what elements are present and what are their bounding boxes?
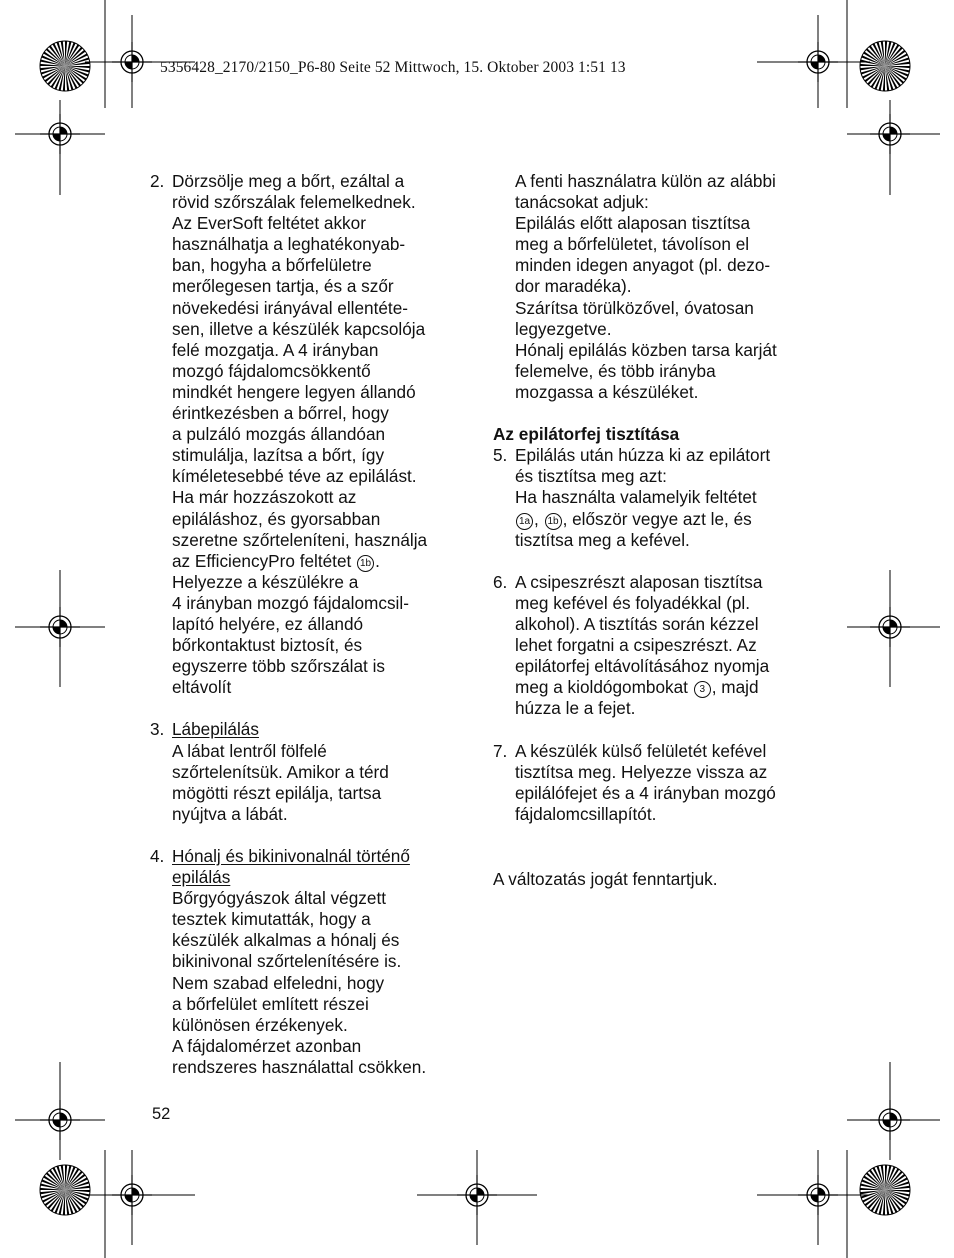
item-number: 7. [493, 740, 508, 761]
text-line: rövid szőrszálak felemelkednek. [172, 192, 416, 213]
text-line: Ha használta valamelyik feltétet [515, 487, 757, 508]
print-slug-line: 5356428_2170/2150_P6-80 Seite 52 Mittwoch, 15. Oktober 2003 1:51 13 [160, 59, 626, 76]
registration-star-mark [40, 1165, 90, 1215]
text-line: legyezgetve. [515, 318, 612, 339]
text-line: epilálófejet és a 4 irányban mozgó [515, 782, 776, 803]
text-line: használhatja a leghatékonyab- [172, 234, 406, 255]
text-line: lapító helyére, ez állandó [172, 613, 364, 634]
text-line: rendszeres használattal csökken. [172, 1056, 427, 1077]
text-line: mindkét hengere legyen állandó [172, 381, 416, 402]
text-line: kíméletesebbé téve az epilálást. [172, 466, 417, 487]
left-column [150, 171, 468, 1078]
text-line: szőrtelenítsük. Amikor a térd [172, 761, 389, 782]
text-line: meg a bőrfelületet, távolíson el [515, 234, 750, 255]
figure-reference-badge: 1b [545, 513, 562, 530]
text-line: minden idegen anyagot (pl. dezo- [515, 255, 771, 276]
text-line-with-ref [515, 677, 813, 698]
instruction-item-4 [150, 846, 468, 1078]
text-line: nyújtva a lábát. [172, 803, 288, 824]
text-segment: meg a kioldógombokat [515, 677, 693, 698]
text-line: tesztek kimutatták, hogy a [172, 909, 371, 930]
text-line-with-ref [515, 509, 813, 530]
text-line: a pulzáló mozgás állandóan [172, 424, 386, 445]
page-number: 52 [152, 1105, 171, 1123]
figure-reference-badge: 3 [694, 681, 711, 698]
item-number: 5. [493, 445, 508, 466]
text-line: ban, hogyha a bőrfelületre [172, 255, 372, 276]
text-line: Szárítsa törülközővel, óvatosan [515, 297, 754, 318]
text-line: tanácsokat adjuk: [515, 192, 649, 213]
item-2-text [172, 171, 468, 698]
text-line: egyszerre több szőrszálat is [172, 656, 386, 677]
rights-reserved-note: A változatás jogát fenntartjuk. [493, 869, 718, 889]
text-line: fájdalomcsillapítót. [515, 803, 657, 824]
text-line: tisztítsa meg. Helyezze vissza az [515, 761, 768, 782]
text-line: Dörzsölje meg a bőrt, ezáltal a [172, 171, 405, 191]
text-line: eltávolít [172, 677, 232, 698]
text-line: és tisztítsa meg azt: [515, 466, 667, 487]
text-line: Nem szabad elfeledni, hogy [172, 972, 385, 993]
instruction-item-6 [493, 572, 813, 720]
text-line: stimulálja, lazítsa a bőrt, így [172, 445, 385, 466]
text-line: tisztítsa meg a kefével. [515, 529, 690, 550]
text-line: meg kefével és folyadékkal (pl. [515, 592, 751, 613]
text-line: 4 irányban mozgó fájdalomcsil- [172, 592, 409, 613]
registration-star-mark [40, 41, 90, 91]
text-segment: , először vegye azt le, és [562, 508, 752, 529]
text-segment: , majd [711, 677, 759, 698]
text-line: A fájdalomérzet azonban [172, 1035, 362, 1056]
text-line: A lábat lentről fölfelé [172, 740, 327, 761]
text-line: Hónalj epilálás közben tarsa karját [515, 339, 777, 360]
item-number: 3. [150, 719, 165, 740]
text-line: Bőrgyógyászok által végzett [172, 888, 387, 909]
section-heading-cleaning: Az epilátorfej tisztítása [493, 424, 680, 445]
text-line: Az EverSoft feltétet akkor [172, 213, 366, 234]
text-line: Epilálás után húzza ki az epilátort [515, 445, 771, 466]
item-number: 4. [150, 846, 165, 866]
text-line: Helyezze a készülékre a [172, 571, 359, 592]
text-line: A fenti használatra külön az alábbi [515, 171, 776, 191]
text-line: lehet forgatni a csipeszrészt. Az [515, 635, 757, 656]
text-line: felé mozgatja. A 4 irányban [172, 339, 379, 360]
text-line: epilátorfej eltávolításához nyomja [515, 656, 770, 677]
text-line: A készülék külső felületét kefével [515, 740, 767, 761]
text-line: érintkezésben a bőrrel, hogy [172, 403, 389, 424]
section-title-leg-epilation: Lábepilálás [172, 719, 259, 740]
text-line-with-ref [172, 551, 468, 572]
instruction-item-7 [493, 741, 813, 825]
text-line: alkohol). A tisztítás során kézzel [515, 613, 759, 634]
text-line: bikinivonal szőrtelenítésére is. [172, 951, 402, 972]
section-title-underarm-bikini-cont: epilálás [172, 867, 231, 888]
text-segment: , [534, 508, 544, 529]
text-line: dor maradéka). [515, 276, 632, 297]
text-line: a bőrfelület említett részei [172, 993, 369, 1014]
figure-reference-badge: 1b [357, 555, 374, 572]
text-segment: . [375, 550, 380, 571]
registration-star-mark [860, 41, 910, 91]
text-line: felemelve, és több irányba [515, 360, 716, 381]
item-number: 2. [150, 171, 165, 191]
item-number: 6. [493, 571, 508, 592]
text-line: készülék alkalmas a hónalj és [172, 930, 400, 951]
text-line: Epilálás előtt alaposan tisztítsa [515, 213, 751, 234]
instruction-item-5 [493, 445, 813, 550]
text-line: növekedési irányával ellentéte- [172, 297, 408, 318]
text-line: epiláláshoz, és gyorsabban [172, 508, 381, 529]
instruction-item-2 [150, 171, 468, 698]
text-line: mozgassa a készüléket. [515, 381, 699, 402]
registration-star-mark [860, 1165, 910, 1215]
right-column [493, 171, 813, 825]
text-line: A csipeszrészt alaposan tisztítsa [515, 571, 763, 592]
figure-reference-badge: 1a [516, 513, 533, 530]
text-line: húzza le a fejet. [515, 698, 636, 719]
text-line: mozgó fájdalomcsökkentő [172, 360, 371, 381]
text-line: mögötti részt epilálja, tartsa [172, 782, 382, 803]
text-line: szeretne szőrteleníteni, használja [172, 529, 428, 550]
text-line: Ha már hozzászokott az [172, 487, 357, 508]
usage-tips [493, 171, 813, 403]
instruction-item-3 [150, 719, 468, 824]
section-title-underarm-bikini: Hónalj és bikinivonalnál történő [172, 846, 410, 866]
text-line: sen, illetve a készülék kapcsolója [172, 318, 426, 339]
text-line: merőlegesen tartja, és a szőr [172, 276, 394, 297]
text-segment: az EfficiencyPro feltétet [172, 550, 357, 571]
text-line: bőrkontaktust biztosít, és [172, 635, 363, 656]
text-line: különösen érzékenyek. [172, 1014, 348, 1035]
